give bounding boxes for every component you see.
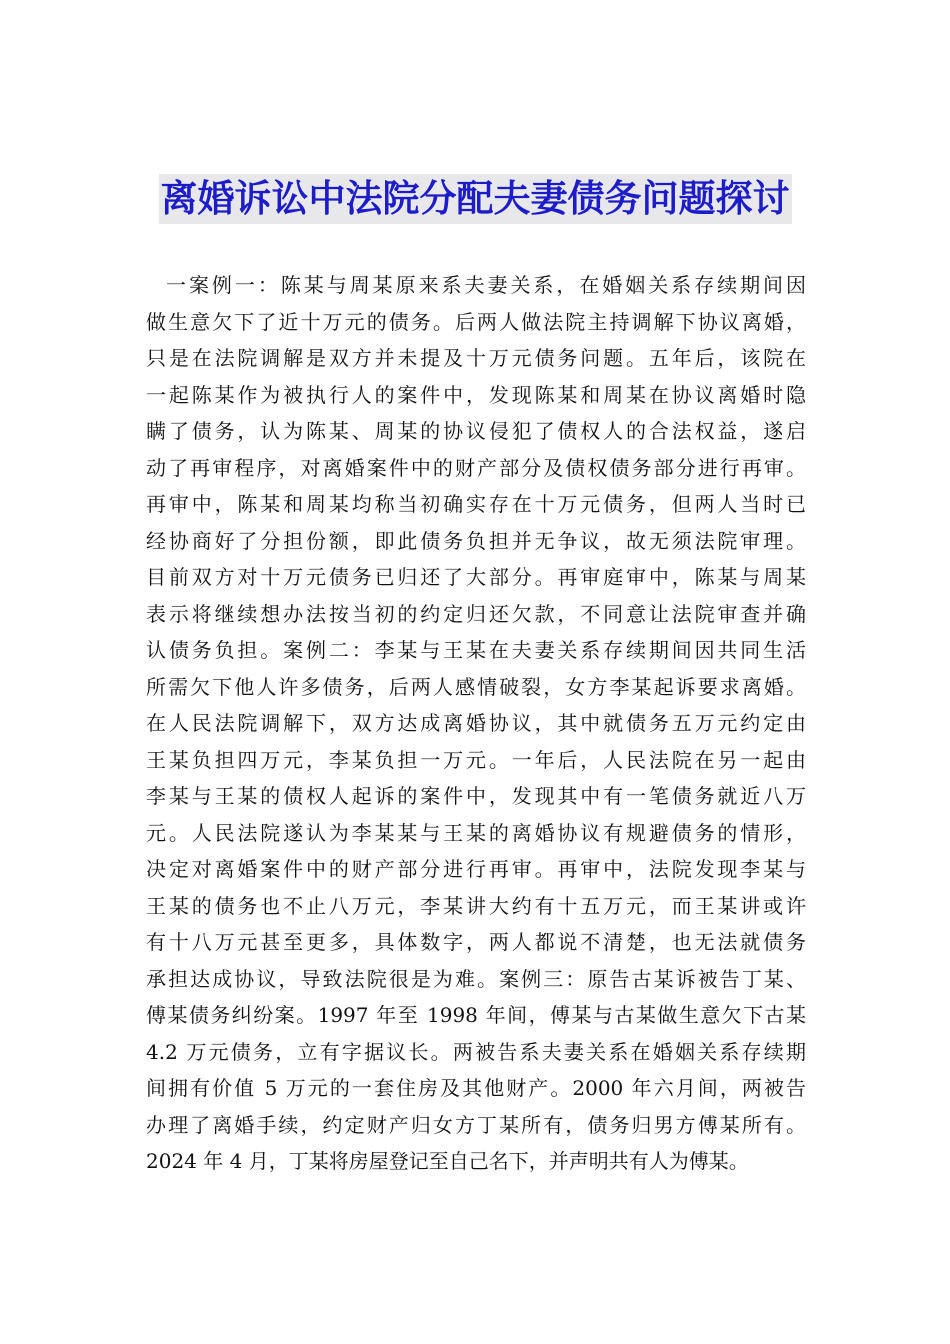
body-line-12: 所需欠下他人许多债务，后两人感情破裂，女方李某起诉要求离婚。 <box>146 674 806 699</box>
body-line-9: 目前双方对十万元债务已归还了大部分。再审庭审中，陈某与周某 <box>146 565 806 589</box>
body-line-13: 在人民法院调解下，双方达成离婚协议，其中就债务五万元约定由 <box>146 711 806 735</box>
body-line-20: 承担达成协议，导致法院很是为难。案例三：原告古某诉被告丁某、 <box>146 966 806 991</box>
body-line-11: 认债务负担。案例二：李某与王某在夫妻关系存续期间因共同生活 <box>146 638 806 662</box>
body-line-7: 再审中，陈某和周某均称当初确实存在十万元债务，但两人当时已 <box>146 492 806 516</box>
body-line-14: 王某负担四万元，李某负担一万元。一年后，人民法院在另一起由 <box>146 747 806 772</box>
body-line-16: 元。人民法院遂认为李某某与王某的离婚协议有规避债务的情形， <box>146 820 806 845</box>
body-line-25: 2024 年 4 月，丁某将房屋登记至自己名下，并声明共有人为傅某。 <box>146 1149 749 1173</box>
body-line-23: 间拥有价值 5 万元的一套住房及其他财产。2000 年六月间，两被告 <box>146 1076 806 1100</box>
body-line-6: 动了再审程序，对离婚案件中的财产部分及债权债务部分进行再审。 <box>146 455 806 480</box>
body-line-24: 办理了离婚手续，约定财产归女方丁某所有，债务归男方傅某所有。 <box>146 1112 806 1137</box>
body-line-1: 一案例一：陈某与周某原来系夫妻关系，在婚姻关系存续期间因 <box>166 273 806 297</box>
body-line-15: 李某与王某的债权人起诉的案件中，发现其中有一笔债务就近八万 <box>146 784 806 808</box>
body-line-17: 决定对离婚案件中的财产部分进行再审。再审中，法院发现李某与 <box>146 857 806 881</box>
body-line-22: 4.2 万元债务，立有字据议长。两被告系夫妻关系在婚姻关系存续期 <box>146 1039 806 1064</box>
body-line-5: 瞒了债务，认为陈某、周某的协议侵犯了债权人的合法权益，遂启 <box>146 419 806 443</box>
body-line-10: 表示将继续想办法按当初的约定归还欠款，不同意让法院审查并确 <box>146 601 806 626</box>
document-body <box>146 267 806 1180</box>
body-line-3: 只是在法院调解是双方并未提及十万元债务问题。五年后，该院在 <box>146 346 806 370</box>
body-line-19: 有十八万元甚至更多，具体数字，两人都说不清楚，也无法就债务 <box>146 930 806 954</box>
body-line-8: 经协商好了分担份额，即此债务负担并无争议，故无须法院审理。 <box>146 528 806 553</box>
body-line-4: 一起陈某作为被执行人的案件中，发现陈某和周某在协议离婚时隐 <box>146 382 806 407</box>
body-line-18: 王某的债务也不止八万元，李某讲大约有十五万元，而王某讲或许 <box>146 893 806 918</box>
document-title: 离婚诉讼中法院分配夫妻债务问题探讨 <box>159 174 792 224</box>
body-line-21: 傅某债务纠纷案。1997 年至 1998 年间，傅某与古某做生意欠下古某 <box>146 1003 806 1027</box>
title-container <box>0 174 950 224</box>
body-line-2: 做生意欠下了近十万元的债务。后两人做法院主持调解下协议离婚， <box>146 309 806 334</box>
